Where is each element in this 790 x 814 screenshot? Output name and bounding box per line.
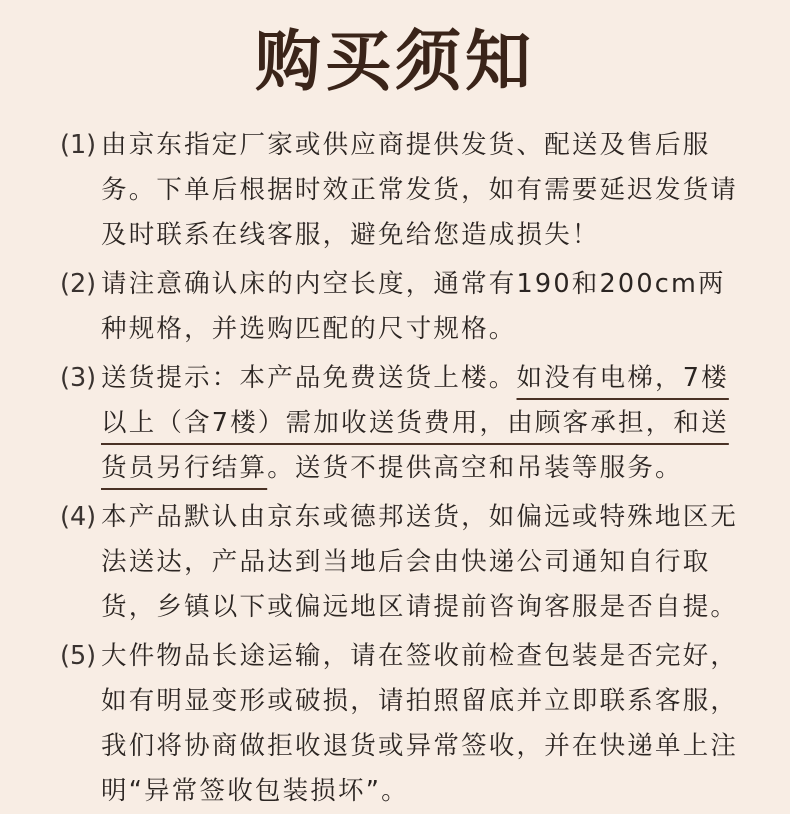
notice-text-underlined: 如没有电梯，7楼以上（含7楼）需加收送货费用，由顾客承担，和送货员另行结算 (101, 363, 729, 483)
notice-text-intro: 送货提示：本产品免费送货上楼。 (101, 363, 517, 393)
page-title: 购买须知 (255, 23, 535, 100)
notice-number: (3) (60, 363, 97, 393)
notice-text-outro: 。送货不提供高空和吊装等服务。 (267, 453, 683, 483)
notice-item-3 (60, 356, 740, 491)
notice-text: 大件物品长途运输，请在签收前检查包装是否完好，如有明显变形或破损，请拍照留底并立即联系客服，我们将协商做拒收退货或异常签收，并在快递单上注明“异常签收包装损坏”。 (101, 641, 739, 806)
notice-text: 请注意确认床的内空长度，通常有190和200cm两种规格，并选购匹配的尺寸规格。 (101, 269, 726, 344)
notice-item-1 (60, 123, 740, 258)
notice-number: (2) (60, 269, 97, 299)
notice-list (60, 123, 740, 814)
notice-item-2 (60, 262, 740, 352)
notice-item-4 (60, 495, 740, 630)
notice-number: (4) (60, 502, 97, 532)
notice-number: (5) (60, 641, 97, 671)
notice-text: 本产品默认由京东或德邦送货，如偏远或特殊地区无法送达，产品达到当地后会由快递公司通知自行取货，乡镇以下或偏远地区请提前咨询客服是否自提。 (101, 502, 739, 622)
notice-text: 由京东指定厂家或供应商提供发货、配送及售后服务。下单后根据时效正常发货，如有需要延迟发货请及时联系在线客服，避免给您造成损失！ (101, 130, 739, 250)
notice-number: (1) (60, 130, 97, 160)
notice-item-5 (60, 634, 740, 814)
